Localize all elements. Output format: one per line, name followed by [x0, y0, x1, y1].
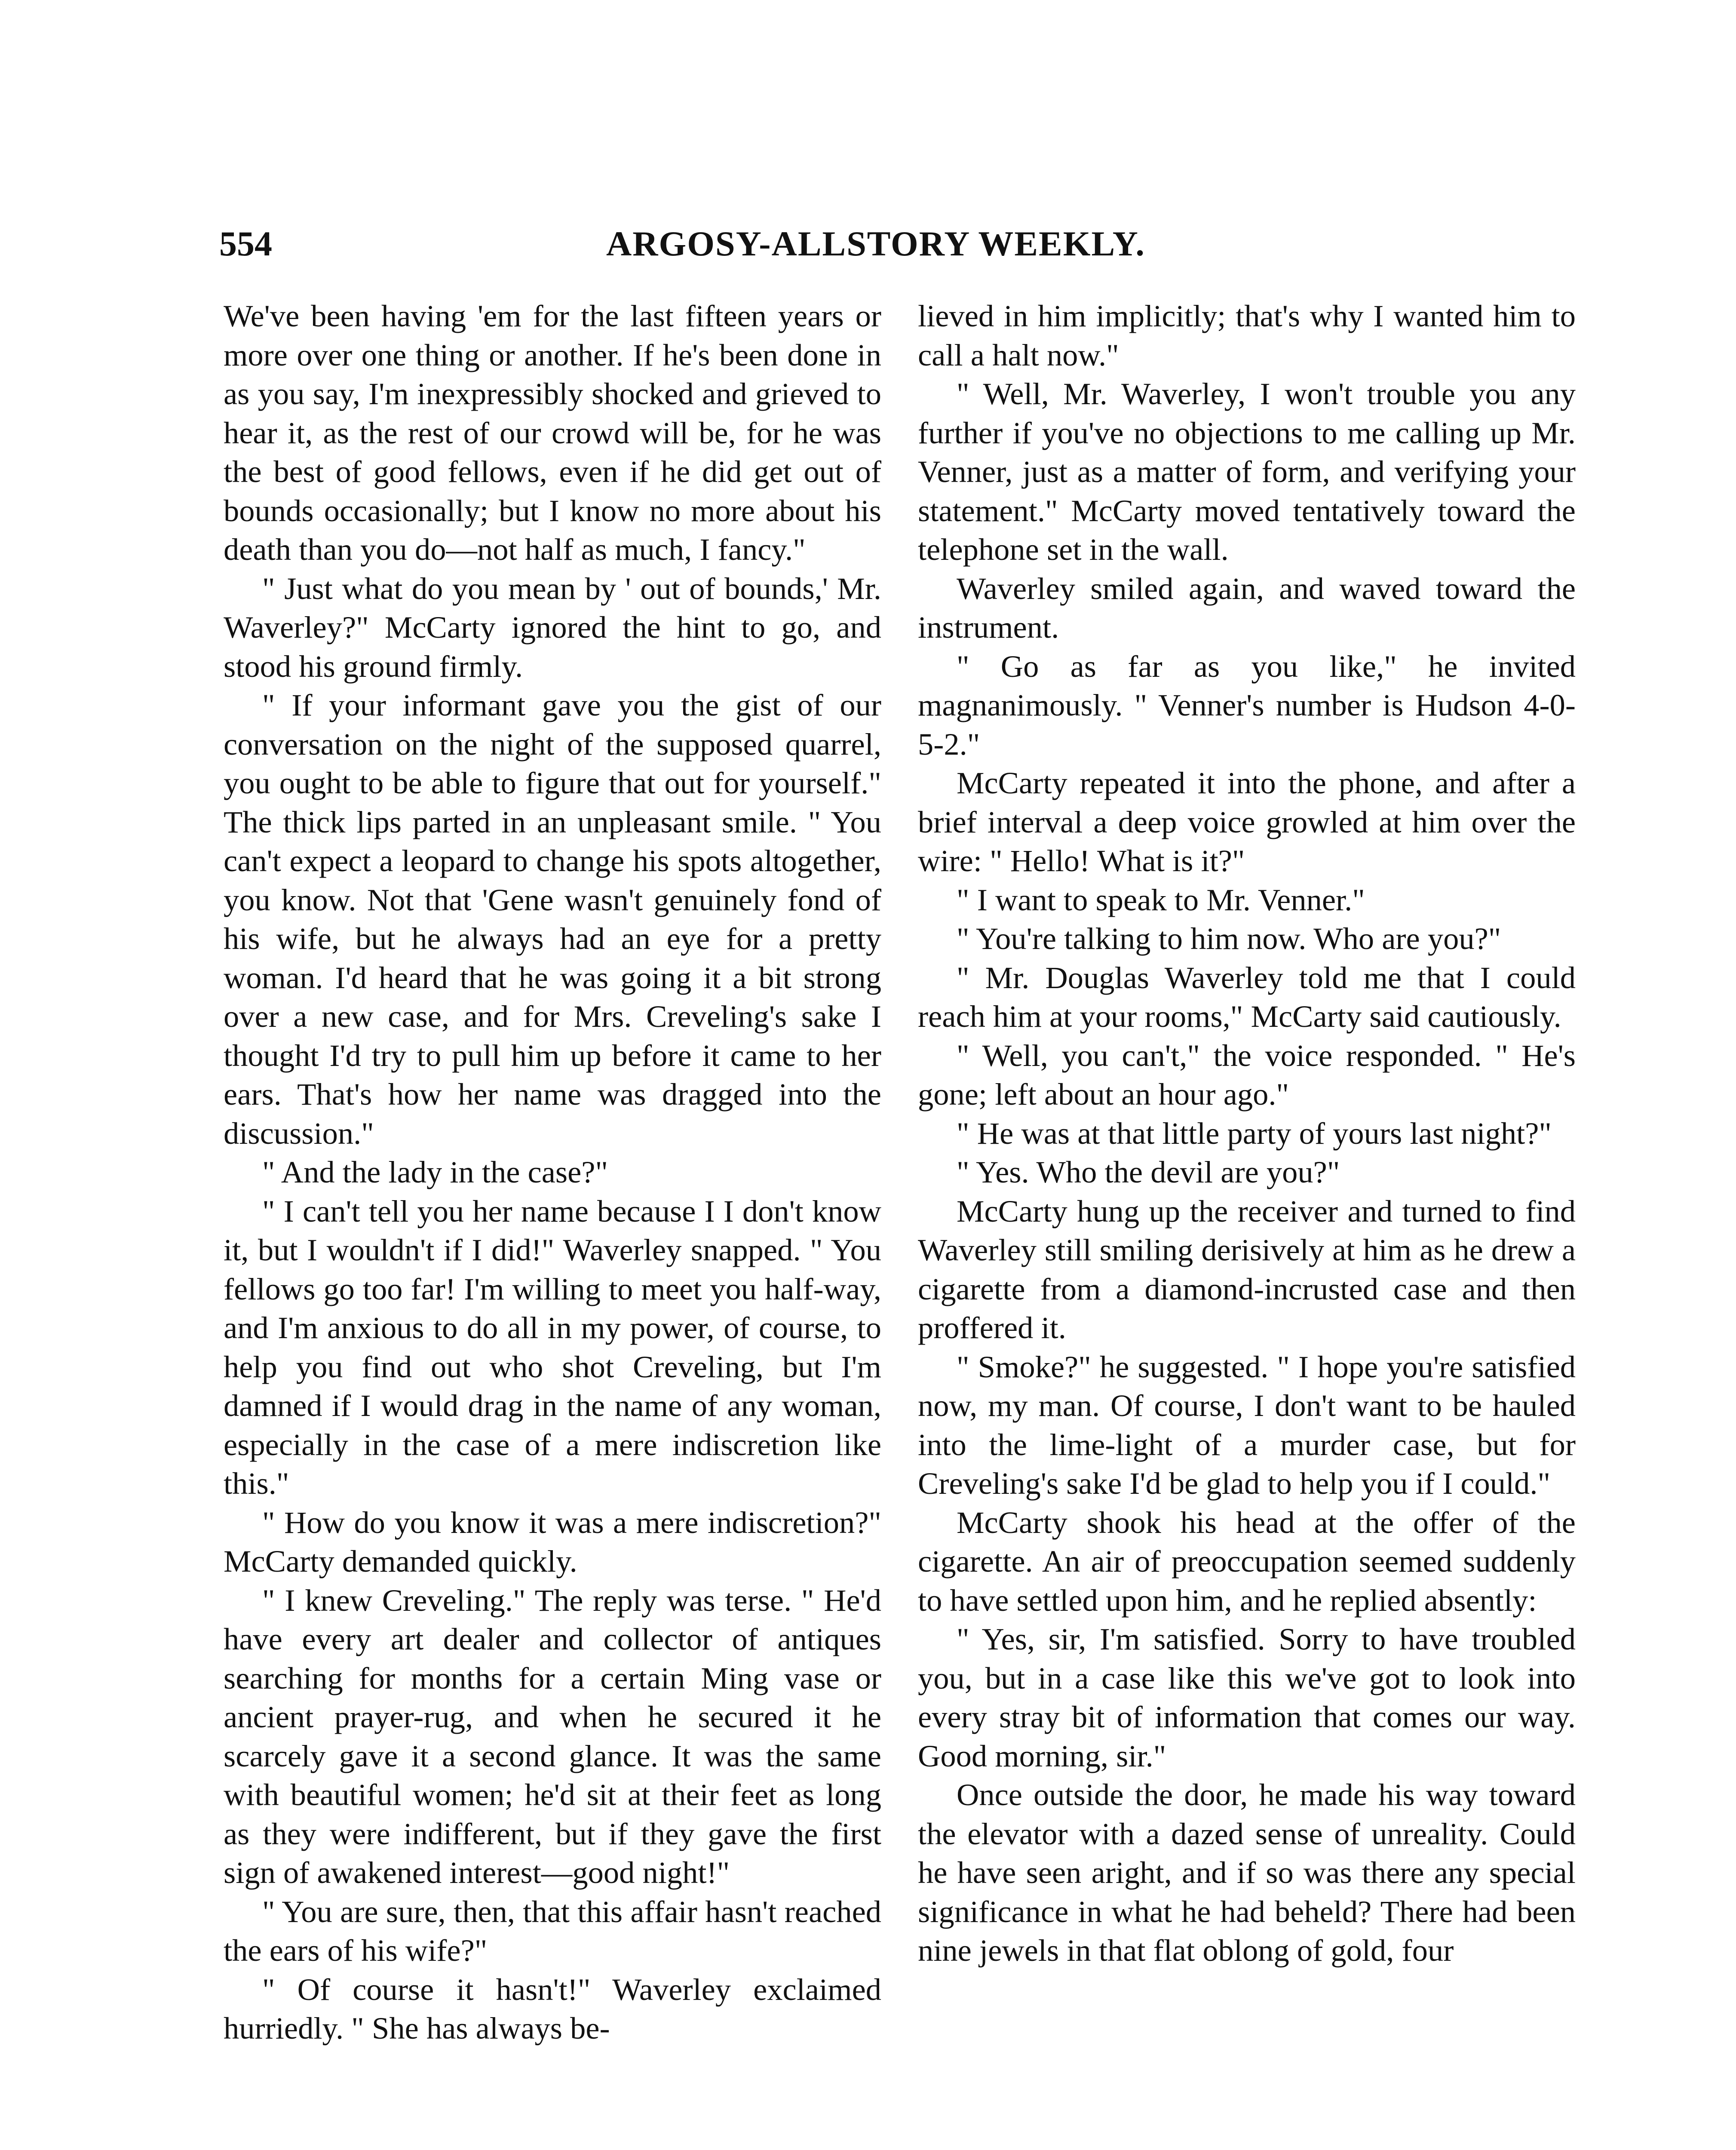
paragraph: " I can't tell you her name because I I don't know it, but I wouldn't if I did!" Waverley snapped. " You fellows go too far! I'm willing to meet you half-way, and I'm anxious to do all in my power, of course, to help you find out who shot Creveling, but I'm damned if I would drag in the name of any woman, especially in the case of a mere indiscretion like this." [224, 1193, 881, 1501]
paragraph: " If your informant gave you the gist of our conversation on the night of the supposed quarrel, you ought to be able to figure that out for yourself." The thick lips parted in an unpleasant smile. " You can't expect a leopard to change his spots altogether, you know. Not that 'Gene wasn't genuinely fond of his wife, but he always had an eye for a pretty woman. I'd heard that he was going it a bit strong over a new case, and for Mrs. Creveling's sake I thought I'd try to pull him up before it came to her ears. That's how her name was dragged into the discussion." [224, 688, 881, 1151]
paragraph: " Just what do you mean by ' out of bounds,' Mr. Waverley?" McCarty ignored the hint to go, and stood his ground firmly. [224, 571, 881, 684]
left-column [224, 297, 881, 2048]
paragraph: " Of course it hasn't!" Waverley exclaimed hurriedly. " She has always be- [224, 1972, 881, 2046]
paragraph: We've been having 'em for the last fifteen years or more over one thing or another. If he's been done in as you say, I'm inexpressibly shocked and grieved to hear it, as the rest of our crowd will be, for he was the best of good fellows, even if he did get out of bounds occasionally; but I know no more about his death than you do—not half as much, I fancy." [224, 298, 881, 567]
paragraph: " How do you know it was a mere indiscretion?" McCarty demanded quickly. [224, 1505, 881, 1579]
paragraph: " Yes, sir, I'm satisfied. Sorry to have troubled you, but in a case like this we've got to look into every stray bit of information that comes our way. Good morning, sir." [918, 1622, 1576, 1773]
paragraph: " Mr. Douglas Waverley told me that I could reach him at your rooms," McCarty said cautiously. [918, 960, 1576, 1034]
paragraph: " He was at that little party of yours last night?" [957, 1115, 1552, 1151]
right-column [918, 297, 1576, 1970]
paragraph: " Smoke?" he suggested. " I hope you're satisfied now, my man. Of course, I don't want to be hauled into the lime-light of a murder case, but for Creveling's sake I'd be glad to help you if I could." [918, 1349, 1576, 1501]
page-header [219, 224, 1612, 275]
paragraph: " Well, you can't," the voice responded. " He's gone; left about an hour ago." [918, 1038, 1576, 1112]
paragraph: " I knew Creveling." The reply was terse. " He'd have every art dealer and collector of antiques searching for months for a certain Ming vase or ancient prayer-rug, and when he secured it he scarcely gave it a second glance. It was the same with beautiful women; he'd sit at their feet as long as they were indifferent, but if they gave the first sign of awakened interest—good night!" [224, 1582, 881, 1890]
paragraph: lieved in him implicitly; that's why I wanted him to call a halt now." [918, 298, 1576, 372]
paragraph: " Yes. Who the devil are you?" [957, 1155, 1340, 1189]
paragraph: " You're talking to him now. Who are you?" [957, 921, 1501, 956]
paragraph: " Go as far as you like," he invited magnanimously. " Venner's number is Hudson 4-0-5-2." [918, 648, 1576, 762]
paragraph: Once outside the door, he made his way toward the elevator with a dazed sense of unreality. Could he have seen aright, and if so was there any special significance in what he had beheld? There had been nine jewels in that flat oblong of gold, four [918, 1777, 1576, 1968]
running-head: ARGOSY-ALLSTORY WEEKLY. [606, 224, 1145, 263]
paragraph: Waverley smiled again, and waved toward the instrument. [918, 571, 1576, 645]
paragraph: " And the lady in the case?" [262, 1155, 608, 1189]
paragraph: " Well, Mr. Waverley, I won't trouble you any further if you've no objections to me calling up Mr. Venner, just as a matter of form, and verifying your statement." McCarty moved tentatively toward the telephone set in the wall. [918, 376, 1576, 567]
paragraph: McCarty hung up the receiver and turned to find Waverley still smiling derisively at him as he drew a cigarette from a diamond-incrusted case and then proffered it. [918, 1193, 1576, 1345]
paragraph: " I want to speak to Mr. Venner." [957, 882, 1365, 917]
paragraph: McCarty repeated it into the phone, and after a brief interval a deep voice growled at him over the wire: " Hello! What is it?" [918, 765, 1576, 878]
paragraph: " You are sure, then, that this affair hasn't reached the ears of his wife?" [224, 1894, 881, 1968]
page-number: 554 [219, 224, 272, 263]
paragraph: McCarty shook his head at the offer of the cigarette. An air of preoccupation seemed suddenly to have settled upon him, and he replied absently: [918, 1505, 1576, 1618]
